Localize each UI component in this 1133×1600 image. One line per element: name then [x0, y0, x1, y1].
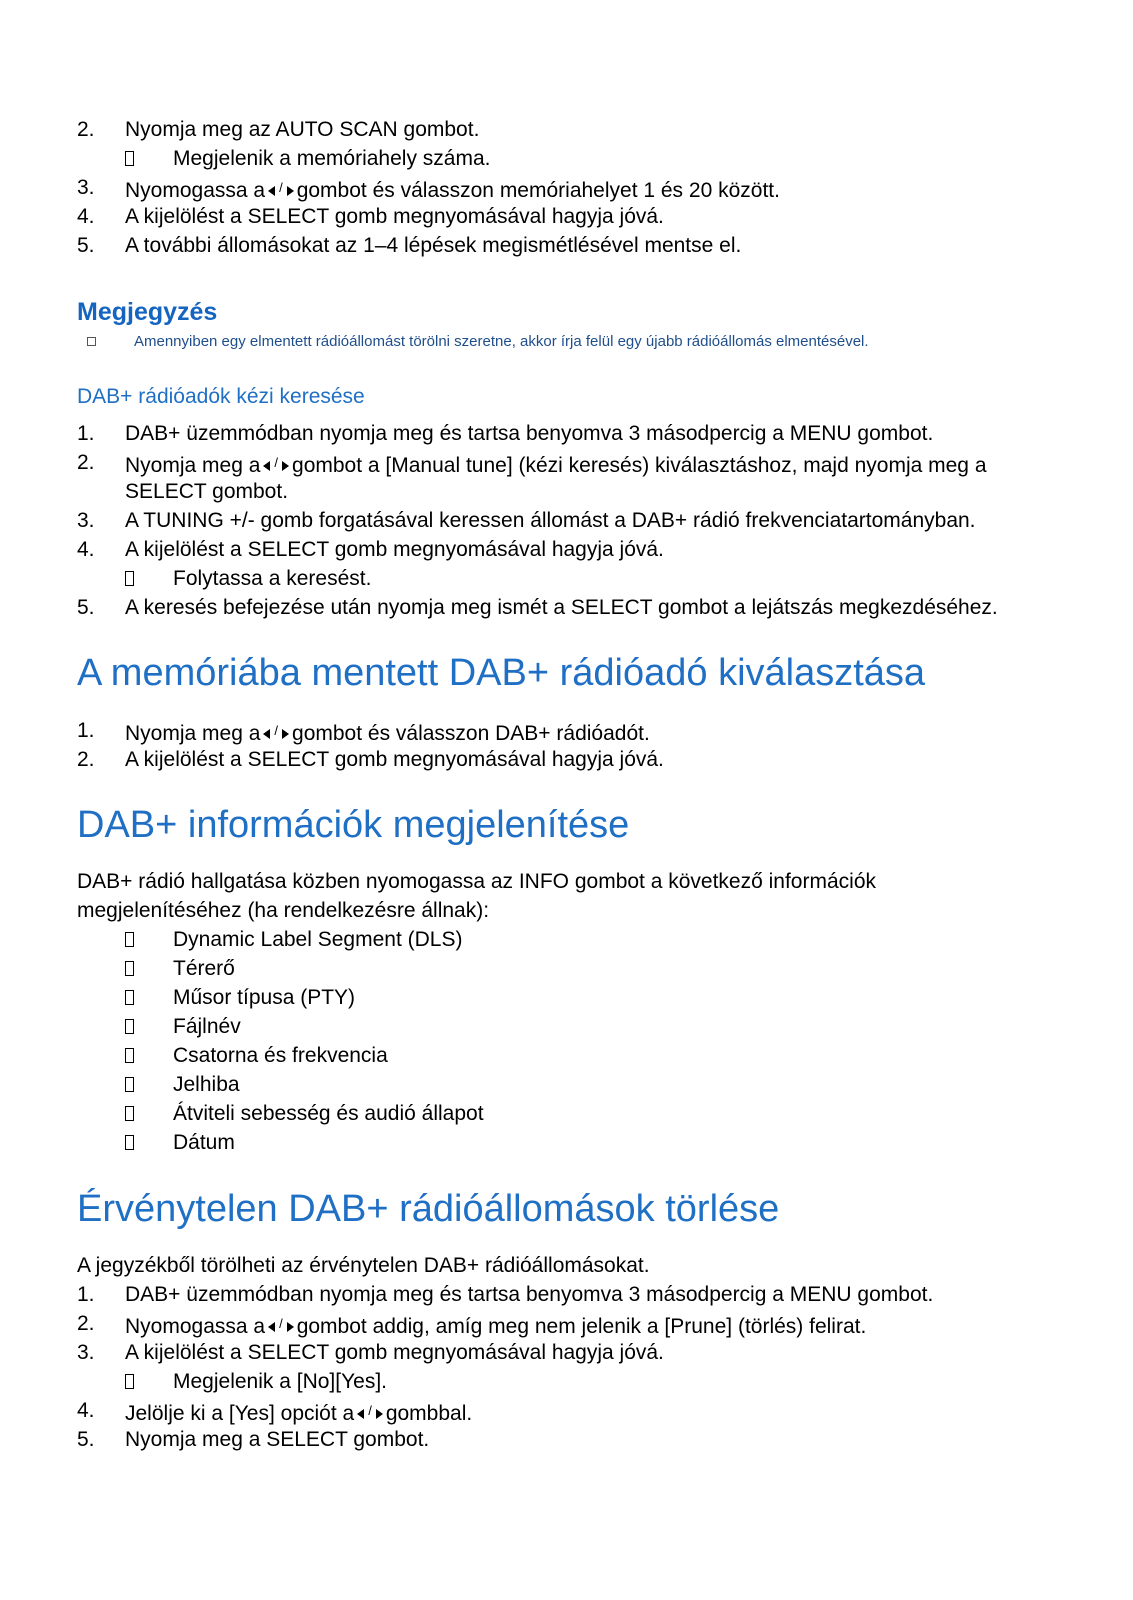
- square-bullet-icon: [125, 983, 145, 1013]
- left-right-arrow-icon: /: [263, 716, 289, 748]
- document-page: 2. Nyomja meg az AUTO SCAN gombot. Megjelenik a memóriahely száma. 3. Nyomogassa a / gombot és válasszon memóriahelyet 1 és 20 között. 4. A kijelölést a SELECT gomb megnyomásával hagyja jóvá. 5. A további állomásokat az 1–4 lépések megismétlésével mentse el. Megjegyzés Amennyiben egy elmentett rádióállomást törölni szeretne, akkor írja felül egy újabb rádióállomás elmentésével. DAB+ rádióadók kézi keresése 1. DAB+ üzemmódban nyomja meg és tartsa benyomva 3 másodpercig a MENU gombot. 2. Nyomja meg a / gombot a [Manual tune] (kézi keresés) kiválasztáshoz, majd nyomja meg a SELECT gombot. 3. A TUNING +/- gomb forgatásával keressen állomást a DAB+ rádió frekvenciatartományban. 4. A kijelölést a SELECT gomb megnyomásával hagyja jóvá. Folytassa a keresést. 5. A keresés befejezése után nyomja meg ismét a SELECT gombot a lejátszás megkezdéséhez. A memóriába mentett DAB+ rádióadó kiválasztása 1. Nyomja meg a / gombot és válasszon DAB+ rádióadót. 2. A kijelölést a SELECT gomb megnyomásával hagyja jóvá. DAB+ információk megjelenítése DAB+ rádió hallgatása közben nyomogassa az INFO gombot a következő információk megjelenítéséhez (ha rendelkezésre állnak): Dynamic Label Segment (DLS) Térerő Műsor típusa (PTY) Fájlnév Csatorna és frekvencia Jelhiba Átviteli sebesség és audió állapot Dátum Érvénytelen DAB+ rádióállomások törlése A jegyzékből törölheti az érvénytelen DAB+ rádióállomásokat. 1. DAB+ üzemmódban nyomja meg és tartsa benyomva 3 másodpercig a MENU gombot. 2. Nyomogassa a / gombot addig, amíg meg nem jelenik a [Prune] (törlés) felirat. 3. A kijelölést a SELECT gomb megnyomásával hagyja jóvá. Megjelenik a [No][Yes]. 4. Jelölje ki a [Yes] opciót a / gombbal. 5. Nyomja meg a SELECT gombot.: [77, 118, 998, 1451]
- square-bullet-icon: [125, 564, 145, 594]
- left-right-arrow-icon: /: [263, 448, 289, 480]
- left-right-arrow-icon: /: [357, 1396, 383, 1428]
- square-bullet-icon: [125, 1099, 145, 1129]
- paragraph: megjelenítéséhez (ha rendelkezésre állnak):: [77, 899, 490, 922]
- square-bullet-icon: [125, 1070, 145, 1100]
- square-bullet-icon: [87, 337, 96, 346]
- paragraph: DAB+ rádió hallgatása közben nyomogassa az INFO gombot a következő információk: [77, 870, 876, 893]
- square-bullet-icon: [125, 1367, 145, 1397]
- section-heading: DAB+ információk megjelenítése: [77, 804, 630, 846]
- section-heading: Érvénytelen DAB+ rádióállomások törlése: [77, 1188, 780, 1230]
- left-right-arrow-icon: /: [268, 173, 294, 205]
- paragraph: A jegyzékből törölheti az érvénytelen DAB+ rádióállomásokat.: [77, 1254, 650, 1277]
- note-text: Amennyiben egy elmentett rádióállomást törölni szeretne, akkor írja felül egy újabb rádióállomás elmentésével.: [134, 333, 869, 350]
- left-right-arrow-icon: /: [268, 1309, 294, 1341]
- square-bullet-icon: [125, 925, 145, 955]
- square-bullet-icon: [125, 1012, 145, 1042]
- square-bullet-icon: [125, 1041, 145, 1071]
- square-bullet-icon: [125, 144, 145, 174]
- note-heading: Megjegyzés: [77, 298, 218, 326]
- square-bullet-icon: [125, 954, 145, 984]
- square-bullet-icon: [125, 1128, 145, 1158]
- section-heading: A memóriába mentett DAB+ rádióadó kiválasztása: [77, 652, 926, 694]
- section-heading: DAB+ rádióadók kézi keresése: [77, 385, 365, 408]
